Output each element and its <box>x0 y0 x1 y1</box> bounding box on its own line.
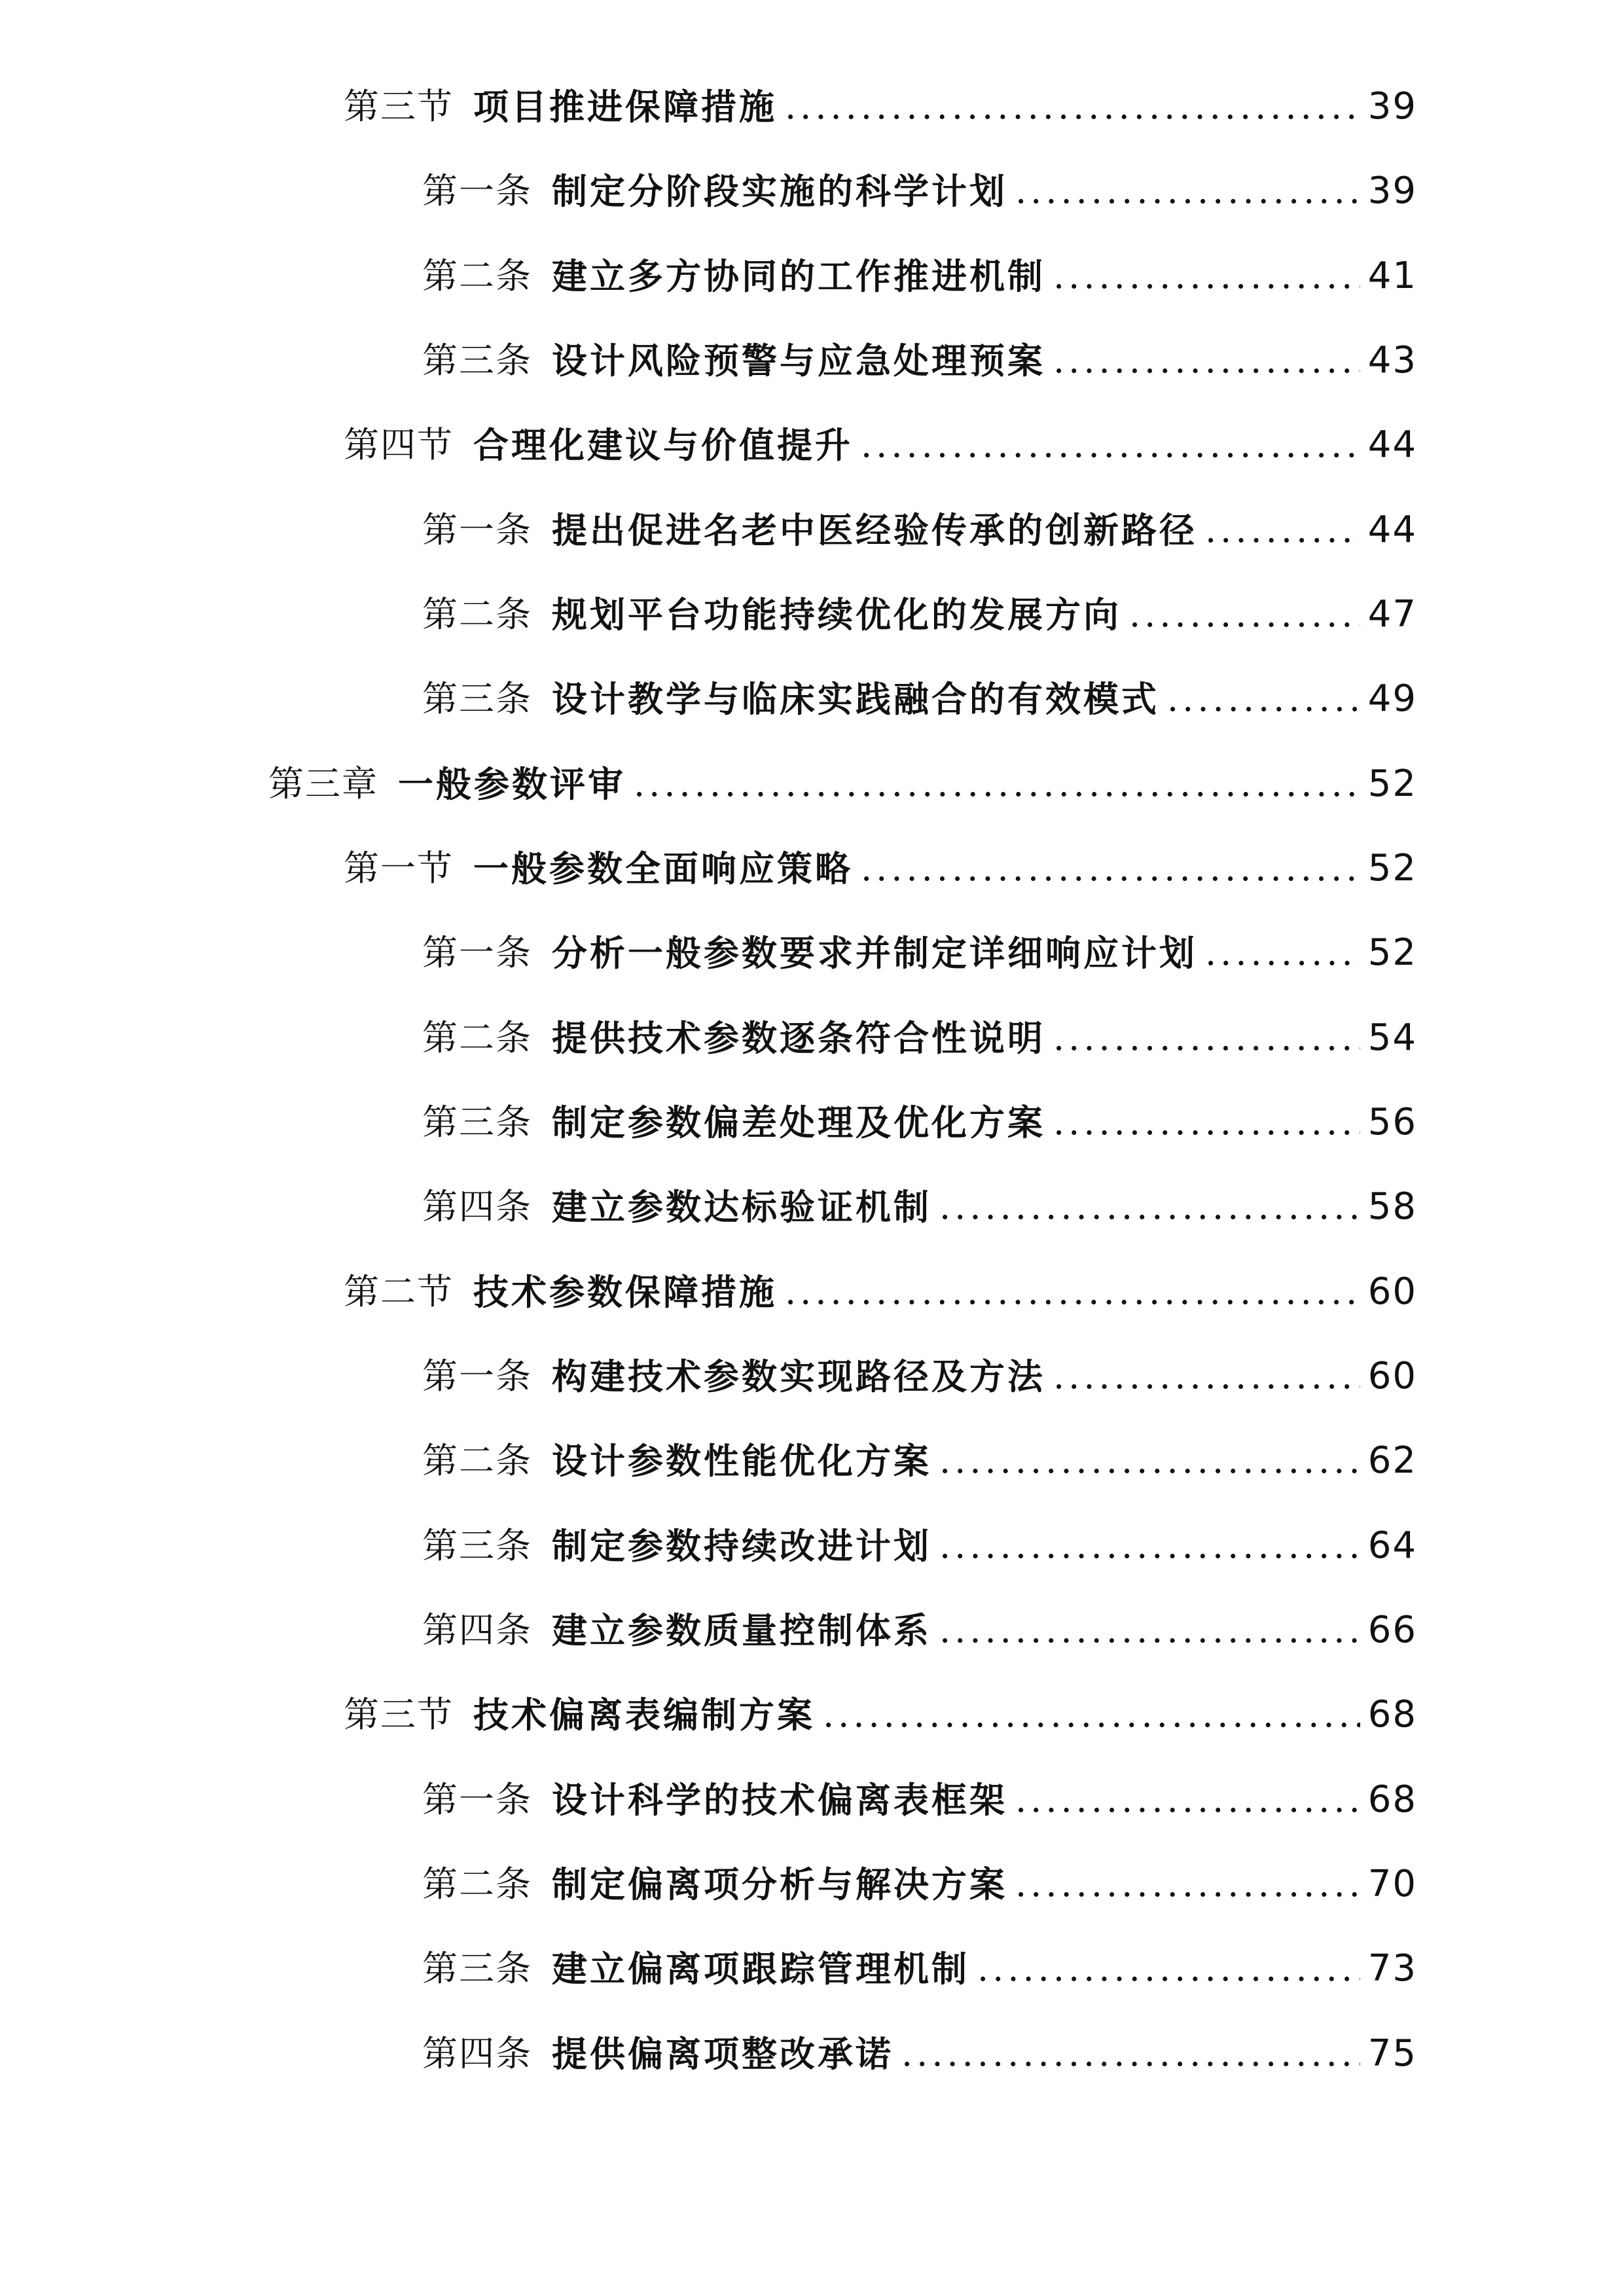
dot-leader <box>1205 920 1360 986</box>
page-number: 49 <box>1367 677 1417 720</box>
entry-label: 第四条 <box>422 1609 532 1651</box>
entry-title: 建立多方协同的工作推进机制 <box>552 255 1045 297</box>
entry-label: 第四条 <box>422 2033 532 2074</box>
dot-leader <box>1129 582 1360 647</box>
dot-leader <box>1205 497 1360 563</box>
entry-title: 设计教学与临床实践融合的有效模式 <box>552 678 1159 720</box>
page-number: 41 <box>1367 255 1417 297</box>
entry-label: 第三条 <box>422 1948 532 1989</box>
page-number: 52 <box>1367 847 1417 889</box>
page-number: 52 <box>1367 931 1417 974</box>
page-number: 68 <box>1367 1693 1417 1736</box>
toc-entry-section[interactable] <box>344 836 1417 901</box>
page-number: 47 <box>1367 593 1417 636</box>
dot-leader <box>901 2021 1360 2087</box>
toc-entry-article[interactable] <box>422 497 1417 563</box>
toc-entry-article[interactable] <box>422 920 1417 986</box>
page-number: 66 <box>1367 1609 1417 1651</box>
toc-entry-article[interactable] <box>422 2021 1417 2087</box>
page-number: 43 <box>1367 339 1417 382</box>
entry-label: 第三条 <box>422 1102 532 1143</box>
entry-label: 第三条 <box>422 340 532 381</box>
entry-label: 第二条 <box>422 255 532 296</box>
entry-title: 设计参数性能优化方案 <box>552 1440 931 1482</box>
page-number: 44 <box>1367 423 1417 466</box>
toc-entry-article[interactable] <box>422 582 1417 647</box>
entry-label: 第二节 <box>344 1271 454 1312</box>
entry-title: 提供技术参数逐条符合性说明 <box>552 1017 1045 1059</box>
dot-leader <box>1053 1005 1360 1071</box>
toc-entry-section[interactable] <box>344 74 1417 139</box>
page-number: 62 <box>1367 1439 1417 1482</box>
page-number: 58 <box>1367 1185 1417 1228</box>
toc-entry-section[interactable] <box>344 1259 1417 1325</box>
entry-title: 一般参数全面响应策略 <box>473 848 853 889</box>
dot-leader <box>939 1428 1360 1494</box>
toc-entry-chapter[interactable] <box>268 751 1417 817</box>
entry-label: 第三条 <box>422 1525 532 1566</box>
dot-leader <box>1053 328 1360 393</box>
toc-entry-article[interactable] <box>422 1936 1417 2001</box>
dot-leader <box>634 751 1360 817</box>
entry-title: 构建技术参数实现路径及方法 <box>552 1355 1045 1397</box>
entry-title: 技术参数保障措施 <box>473 1271 777 1313</box>
entry-title: 分析一般参数要求并制定详细响应计划 <box>552 932 1197 974</box>
page-number: 39 <box>1367 85 1417 128</box>
dot-leader <box>861 836 1360 901</box>
entry-label: 第三节 <box>344 86 454 127</box>
dot-leader <box>861 412 1360 478</box>
page-number: 60 <box>1367 1270 1417 1313</box>
entry-label: 第二条 <box>422 1863 532 1905</box>
dot-leader <box>1053 1344 1360 1409</box>
toc-entry-article[interactable] <box>422 328 1417 393</box>
entry-title: 建立偏离项跟踪管理机制 <box>552 1948 969 1990</box>
entry-title: 合理化建议与价值提升 <box>473 424 853 466</box>
entry-title: 制定参数持续改进计划 <box>552 1525 931 1567</box>
toc-entry-article[interactable] <box>422 1090 1417 1155</box>
dot-leader <box>939 1174 1360 1240</box>
toc-entry-article[interactable] <box>422 158 1417 224</box>
dot-leader <box>939 1598 1360 1663</box>
entry-label: 第二条 <box>422 1017 532 1058</box>
toc-entry-article[interactable] <box>422 1598 1417 1663</box>
toc-entry-article[interactable] <box>422 1428 1417 1494</box>
entry-title: 一般参数评审 <box>398 763 626 805</box>
entry-label: 第一节 <box>344 848 454 889</box>
entry-title: 技术偏离表编制方案 <box>473 1694 815 1736</box>
toc-entry-article[interactable] <box>422 243 1417 309</box>
entry-label: 第一条 <box>422 932 532 973</box>
dot-leader <box>939 1513 1360 1579</box>
entry-title: 设计科学的技术偏离表框架 <box>552 1779 1007 1821</box>
entry-label: 第三条 <box>422 678 532 719</box>
page-number: 68 <box>1367 1778 1417 1821</box>
toc-entry-article[interactable] <box>422 1344 1417 1409</box>
page-number: 73 <box>1367 1947 1417 1990</box>
entry-label: 第一条 <box>422 170 532 211</box>
entry-title: 建立参数质量控制体系 <box>552 1609 931 1651</box>
dot-leader <box>1053 243 1360 309</box>
entry-title: 设计风险预警与应急处理预案 <box>552 340 1045 382</box>
dot-leader <box>1015 158 1360 224</box>
entry-title: 制定偏离项分析与解决方案 <box>552 1863 1007 1905</box>
page-number: 52 <box>1367 762 1417 805</box>
entry-label: 第二条 <box>422 594 532 635</box>
toc-entry-article[interactable] <box>422 1174 1417 1240</box>
entry-title: 规划平台功能持续优化的发展方向 <box>552 594 1121 636</box>
dot-leader <box>1167 666 1360 732</box>
page-number: 39 <box>1367 170 1417 212</box>
entry-label: 第一条 <box>422 1355 532 1397</box>
dot-leader <box>1015 1767 1360 1833</box>
page-number: 60 <box>1367 1355 1417 1397</box>
dot-leader <box>977 1936 1360 2001</box>
entry-title: 提供偏离项整改承诺 <box>552 2033 893 2075</box>
entry-title: 项目推进保障措施 <box>473 86 777 128</box>
dot-leader <box>823 1682 1360 1748</box>
page-number: 75 <box>1367 2032 1417 2075</box>
page-number: 64 <box>1367 1524 1417 1567</box>
dot-leader <box>1015 1852 1360 1917</box>
page-number: 70 <box>1367 1863 1417 1905</box>
toc-entry-article[interactable] <box>422 1767 1417 1833</box>
entry-label: 第三章 <box>268 763 378 804</box>
dot-leader <box>785 74 1360 139</box>
page-number: 44 <box>1367 509 1417 551</box>
toc-entry-article[interactable] <box>422 666 1417 732</box>
page-number: 56 <box>1367 1101 1417 1143</box>
entry-title: 制定分阶段实施的科学计划 <box>552 170 1007 212</box>
page-number: 54 <box>1367 1016 1417 1059</box>
dot-leader <box>1053 1090 1360 1155</box>
entry-label: 第一条 <box>422 1779 532 1820</box>
entry-label: 第四条 <box>422 1186 532 1227</box>
toc-entry-section[interactable] <box>344 1682 1417 1748</box>
entry-title: 建立参数达标验证机制 <box>552 1186 931 1228</box>
toc-entry-section[interactable] <box>344 412 1417 478</box>
entry-title: 制定参数偏差处理及优化方案 <box>552 1102 1045 1143</box>
entry-label: 第三节 <box>344 1694 454 1735</box>
toc-entry-article[interactable] <box>422 1005 1417 1071</box>
entry-title: 提出促进名老中医经验传承的创新路径 <box>552 509 1197 551</box>
entry-label: 第一条 <box>422 509 532 550</box>
toc-entry-article[interactable] <box>422 1852 1417 1917</box>
toc-entry-article[interactable] <box>422 1513 1417 1579</box>
entry-label: 第四节 <box>344 424 454 465</box>
dot-leader <box>785 1259 1360 1325</box>
entry-label: 第二条 <box>422 1440 532 1481</box>
